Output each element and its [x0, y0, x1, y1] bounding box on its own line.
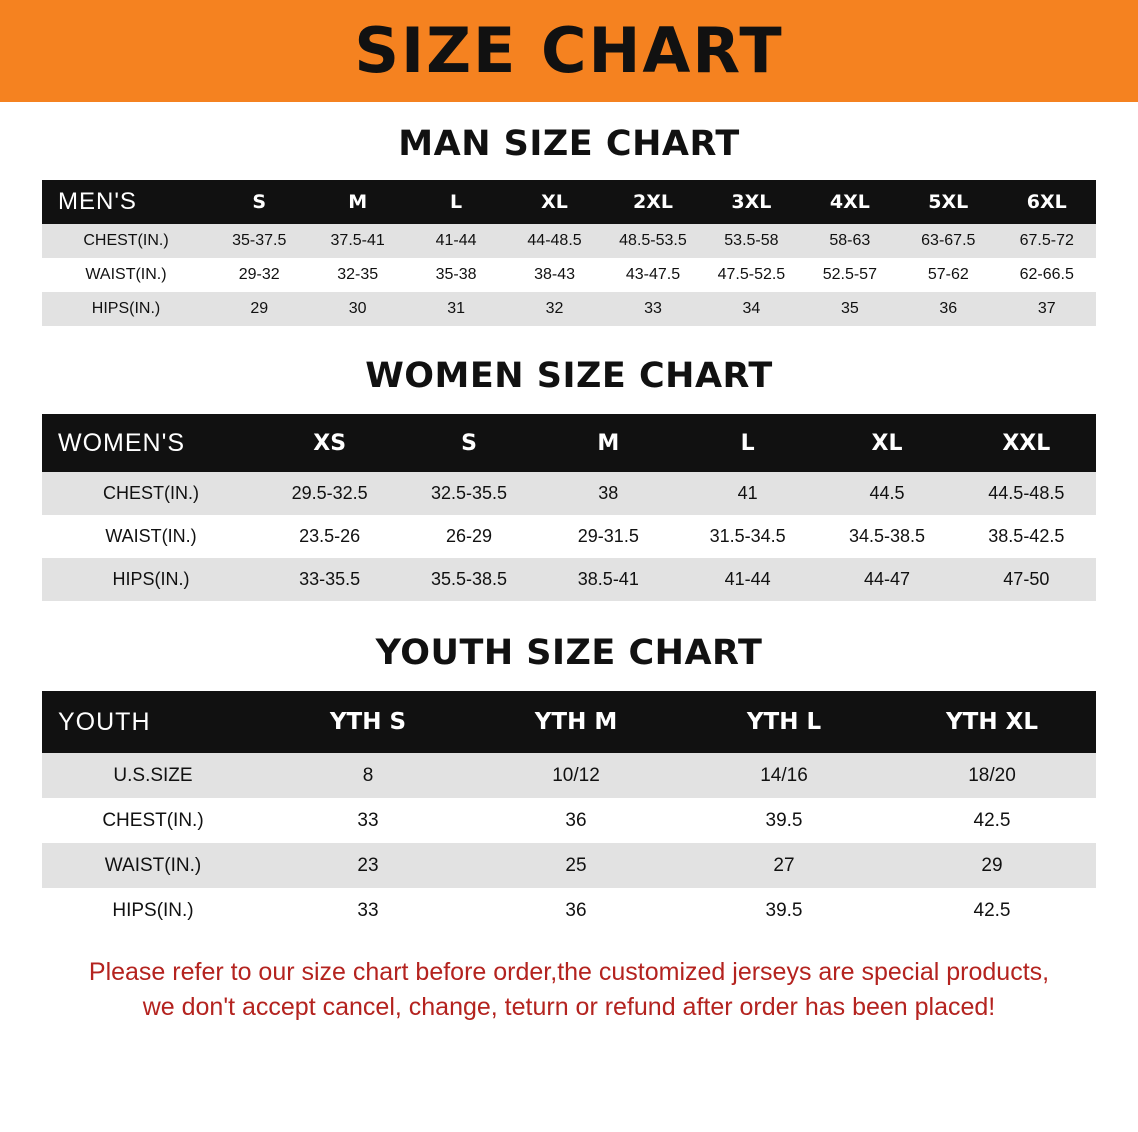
table-row [42, 753, 1096, 798]
page-title: SIZE CHART [354, 14, 784, 87]
women-cell: 23.5-26 [260, 515, 399, 558]
women-column-header: XL [817, 414, 956, 472]
table-row [42, 515, 1096, 558]
man-cell: 57-62 [899, 258, 997, 292]
man-column-header: XL [505, 180, 603, 224]
table-header-row [42, 180, 1096, 224]
women-cell: 33-35.5 [260, 558, 399, 601]
man-column-header: L [407, 180, 505, 224]
women-column-header: XS [260, 414, 399, 472]
man-row-label: WAIST(IN.) [42, 258, 210, 292]
man-row-label: HIPS(IN.) [42, 292, 210, 326]
man-cell: 29-32 [210, 258, 308, 292]
man-cell: 32-35 [308, 258, 406, 292]
youth-cell: 33 [264, 888, 472, 933]
man-column-header: S [210, 180, 308, 224]
table-header-row [42, 691, 1096, 753]
note-line-1: Please refer to our size chart before order,the customized jerseys are special products, [88, 958, 1050, 986]
table-row [42, 292, 1096, 326]
man-cell: 33 [604, 292, 702, 326]
youth-table-corner-label: YOUTH [42, 691, 264, 753]
youth-cell: 33 [264, 798, 472, 843]
youth-table-wrap [0, 691, 1138, 933]
man-cell: 38-43 [505, 258, 603, 292]
women-cell: 29-31.5 [539, 515, 678, 558]
man-column-header: 6XL [998, 180, 1097, 224]
youth-cell: 14/16 [680, 753, 888, 798]
man-cell: 36 [899, 292, 997, 326]
youth-section-heading: YOUTH SIZE CHART [375, 633, 763, 673]
man-cell: 53.5-58 [702, 224, 800, 258]
youth-cell: 18/20 [888, 753, 1096, 798]
man-row-label: CHEST(IN.) [42, 224, 210, 258]
table-header-row [42, 414, 1096, 472]
women-table-corner-label: WOMEN'S [42, 414, 260, 472]
man-cell: 63-67.5 [899, 224, 997, 258]
youth-cell: 36 [472, 888, 680, 933]
youth-cell: 39.5 [680, 798, 888, 843]
women-row-label: CHEST(IN.) [42, 472, 260, 515]
page-banner [0, 0, 1138, 102]
man-cell: 29 [210, 292, 308, 326]
women-column-header: XXL [957, 414, 1096, 472]
women-cell: 31.5-34.5 [678, 515, 817, 558]
women-cell: 38 [539, 472, 678, 515]
women-cell: 26-29 [399, 515, 538, 558]
man-cell: 52.5-57 [801, 258, 899, 292]
women-cell: 32.5-35.5 [399, 472, 538, 515]
man-column-header: 5XL [899, 180, 997, 224]
women-cell: 34.5-38.5 [817, 515, 956, 558]
man-cell: 35-37.5 [210, 224, 308, 258]
table-row [42, 843, 1096, 888]
man-section-heading: MAN SIZE CHART [398, 124, 740, 164]
man-column-header: 3XL [702, 180, 800, 224]
women-cell: 38.5-41 [539, 558, 678, 601]
youth-cell: 8 [264, 753, 472, 798]
youth-column-header: YTH XL [888, 691, 1096, 753]
man-cell: 37 [998, 292, 1097, 326]
table-row [42, 472, 1096, 515]
youth-row-label: WAIST(IN.) [42, 843, 264, 888]
man-cell: 62-66.5 [998, 258, 1097, 292]
women-cell: 35.5-38.5 [399, 558, 538, 601]
youth-cell: 42.5 [888, 798, 1096, 843]
man-cell: 48.5-53.5 [604, 224, 702, 258]
man-column-header: 2XL [604, 180, 702, 224]
order-policy-note [40, 955, 1098, 1024]
man-cell: 34 [702, 292, 800, 326]
man-cell: 35 [801, 292, 899, 326]
youth-cell: 25 [472, 843, 680, 888]
youth-column-header: YTH L [680, 691, 888, 753]
man-cell: 67.5-72 [998, 224, 1097, 258]
man-table-wrap [0, 180, 1138, 326]
table-row [42, 224, 1096, 258]
youth-column-header: YTH S [264, 691, 472, 753]
youth-cell: 42.5 [888, 888, 1096, 933]
man-size-table [42, 180, 1096, 326]
youth-cell: 29 [888, 843, 1096, 888]
women-section-heading: WOMEN SIZE CHART [365, 356, 773, 396]
note-line-2: we don't accept cancel, change, teturn or refund after order has been placed! [142, 992, 996, 1021]
women-cell: 44.5 [817, 472, 956, 515]
women-cell: 38.5-42.5 [957, 515, 1096, 558]
table-row [42, 258, 1096, 292]
women-cell: 41 [678, 472, 817, 515]
women-cell: 29.5-32.5 [260, 472, 399, 515]
man-cell: 41-44 [407, 224, 505, 258]
man-cell: 37.5-41 [308, 224, 406, 258]
man-cell: 35-38 [407, 258, 505, 292]
women-table-wrap [0, 414, 1138, 601]
youth-cell: 39.5 [680, 888, 888, 933]
women-cell: 47-50 [957, 558, 1096, 601]
table-row [42, 798, 1096, 843]
man-cell: 58-63 [801, 224, 899, 258]
man-cell: 44-48.5 [505, 224, 603, 258]
man-cell: 31 [407, 292, 505, 326]
youth-column-header: YTH M [472, 691, 680, 753]
women-row-label: HIPS(IN.) [42, 558, 260, 601]
man-column-header: 4XL [801, 180, 899, 224]
women-cell: 44-47 [817, 558, 956, 601]
youth-row-label: HIPS(IN.) [42, 888, 264, 933]
women-size-table [42, 414, 1096, 601]
women-row-label: WAIST(IN.) [42, 515, 260, 558]
women-column-header: L [678, 414, 817, 472]
man-cell: 32 [505, 292, 603, 326]
man-table-corner-label: MEN'S [42, 180, 210, 224]
man-cell: 43-47.5 [604, 258, 702, 292]
youth-row-label: U.S.SIZE [42, 753, 264, 798]
women-column-header: M [539, 414, 678, 472]
youth-row-label: CHEST(IN.) [42, 798, 264, 843]
man-cell: 47.5-52.5 [702, 258, 800, 292]
youth-cell: 36 [472, 798, 680, 843]
youth-cell: 27 [680, 843, 888, 888]
table-row [42, 888, 1096, 933]
women-column-header: S [399, 414, 538, 472]
man-cell: 30 [308, 292, 406, 326]
table-row [42, 558, 1096, 601]
women-cell: 41-44 [678, 558, 817, 601]
youth-cell: 23 [264, 843, 472, 888]
women-cell: 44.5-48.5 [957, 472, 1096, 515]
man-column-header: M [308, 180, 406, 224]
youth-size-table [42, 691, 1096, 933]
youth-cell: 10/12 [472, 753, 680, 798]
